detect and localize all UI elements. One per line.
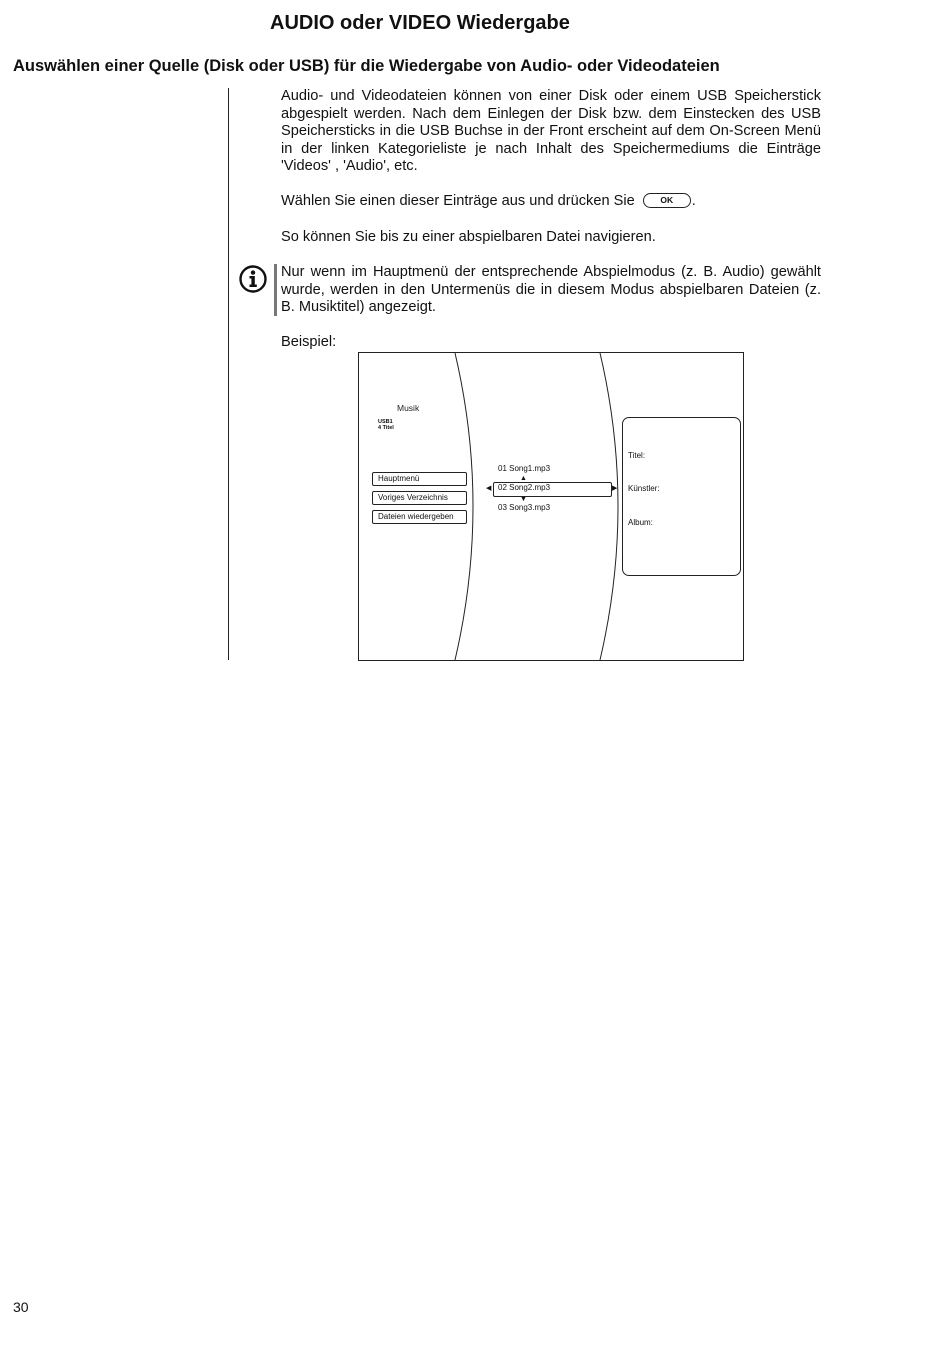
track-info-panel — [622, 417, 741, 576]
arrow-down-icon: ▼ — [520, 496, 527, 503]
navigation-paragraph: So können Sie bis zu einer abspielbaren Datei navigieren. — [281, 229, 656, 245]
source-name: USB1 — [378, 419, 393, 425]
page-title: AUDIO oder VIDEO Wiedergabe — [270, 12, 570, 34]
file-item-selected[interactable]: 02 Song2.mp3 — [498, 483, 551, 492]
artist-label: Künstler: — [628, 484, 660, 493]
instruction-period: . — [691, 193, 696, 209]
example-label: Beispiel: — [281, 334, 337, 350]
album-label: Album: — [628, 518, 653, 527]
info-note: Nur wenn im Hauptmenü der entsprechende Abspielmodus (z. B. Audio) gewählt wurde, werden in den Untermenüs die in diesem Modus abspielbaren Dateien (z. B. Musiktitel) angezeigt. — [281, 264, 821, 315]
page-number: 30 — [13, 1299, 29, 1315]
info-note-bar — [274, 264, 277, 316]
margin-rule — [228, 88, 229, 660]
title-label: Titel: — [628, 451, 646, 460]
section-title: Auswählen einer Quelle (Disk oder USB) für die Wiedergabe von Audio- oder Videodateien — [13, 57, 720, 75]
previous-folder-button[interactable]: Voriges Verzeichnis — [372, 491, 467, 505]
intro-paragraph: Audio- und Videodateien können von einer Disk oder einem USB Speicherstick abgespielt werden. Nach dem Einlegen der Disk bzw. dem Einstecken des USB Speichersticks in die USB Buchse in der Front erscheint auf dem On-Screen Menü in der linken Kategorieliste je nach Inhalt des Speichermediums die Einträge 'Videos' , 'Audio', etc. — [281, 88, 821, 174]
arrow-right-icon: ▶ — [612, 485, 618, 492]
file-item[interactable]: 01 Song1.mp3 — [498, 464, 551, 473]
instruction-text: Wählen Sie einen dieser Einträge aus und drücken Sie — [281, 193, 635, 209]
instruction-paragraph — [281, 193, 821, 211]
example-screen — [358, 352, 744, 661]
main-menu-button[interactable]: Hauptmenü — [372, 472, 467, 486]
arrow-left-icon: ◀ — [486, 485, 492, 492]
source-count: 4 Titel — [378, 424, 394, 431]
source-info — [378, 420, 394, 431]
ok-button-symbol: OK — [643, 193, 691, 208]
play-files-button[interactable]: Dateien wiedergeben — [372, 510, 467, 524]
screen-title: Musik — [397, 403, 420, 413]
info-icon — [239, 265, 267, 293]
arrow-up-icon: ▲ — [520, 475, 527, 482]
file-item[interactable]: 03 Song3.mp3 — [498, 503, 551, 512]
